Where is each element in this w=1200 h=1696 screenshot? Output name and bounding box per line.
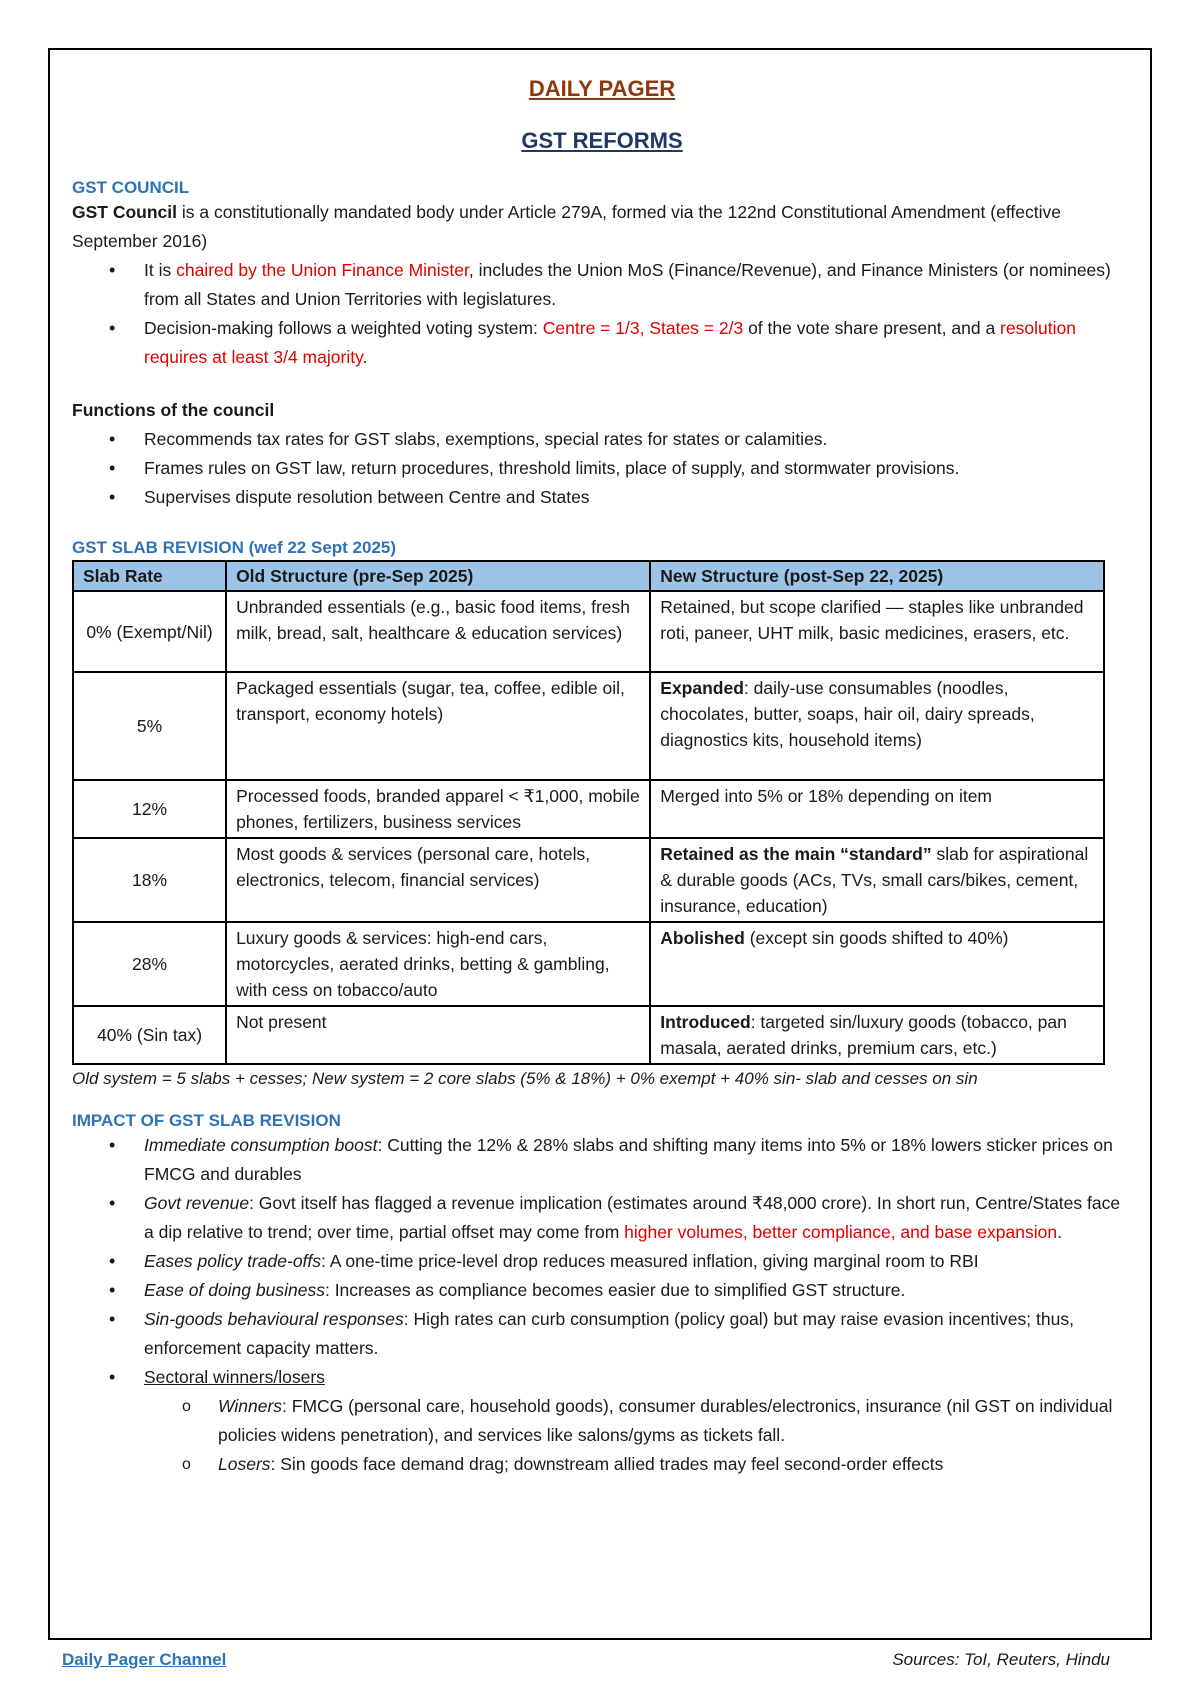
council-bullet-chair (144, 256, 1132, 314)
document-body (72, 72, 1132, 1479)
council-bullet-voting-mid: of the vote share present, and a (743, 318, 1001, 338)
new-structure-bold: Retained as the main “standard” (660, 844, 932, 864)
new-structure-text: : targeted sin/luxury goods (tobacco, pan masala, aerated drinks, premium cars, etc.) (660, 1012, 1067, 1058)
council-bullet-voting-highlight-share: Centre = 1/3, States = 2/3 (542, 318, 744, 338)
table-row (73, 672, 1104, 780)
slab-rate-cell: 28% (73, 922, 226, 1006)
impact-text: : Cutting the 12% & 28% slabs and shifting many items into 5% or 18% lowers sticker prices on FMCG and durables (144, 1135, 1113, 1184)
slab-rate-cell: 40% (Sin tax) (73, 1006, 226, 1064)
new-structure-text: Retained, but scope clarified — staples like unbranded roti, paneer, UHT milk, basic medicines, erasers, etc. (660, 597, 1084, 643)
new-structure-text: slab for aspirational & durable goods (ACs, TVs, small cars/bikes, cement, insurance, education) (660, 844, 1089, 916)
list-item (144, 1363, 1132, 1479)
new-structure-bold: Abolished (660, 928, 745, 948)
channel-link[interactable]: Daily Pager Channel (62, 1650, 227, 1669)
impact-text: : Govt itself has flagged a revenue implication (estimates around ₹48,000 crore). In short run, Centre/States face a dip relative to trend; over time, partial offset may come from (144, 1193, 1121, 1242)
table-row (73, 922, 1104, 1006)
slab-rate-cell: 5% (73, 672, 226, 780)
council-intro-bold: GST Council (72, 202, 177, 222)
page-title: DAILY PAGER (528, 76, 676, 101)
old-structure-cell: Luxury goods & services: high-end cars, motorcycles, aerated drinks, betting & gambling, with cess on tobacco/auto (226, 922, 650, 1006)
functions-list (72, 425, 1132, 512)
impact-label: Sin-goods behavioural responses (144, 1309, 404, 1329)
impact-text: : Increases as compliance becomes easier due to simplified GST structure. (324, 1280, 906, 1300)
list-item (144, 1305, 1132, 1363)
slab-table (72, 560, 1105, 1065)
list-item (144, 1131, 1132, 1189)
sectoral-sublist (144, 1392, 1132, 1479)
council-intro-rest: is a constitutionally mandated body under Article 279A, formed via the 122nd Constitutional Amendment (effective September 2016) (72, 202, 1061, 251)
table-row (73, 838, 1104, 922)
council-bullet-voting-post: . (362, 347, 368, 367)
list-item: • Frames rules on GST law, return procedures, threshold limits, place of supply, and stormwater provisions. (144, 454, 1132, 483)
impact-text-end: . (1057, 1222, 1062, 1242)
impact-label: Ease of doing business (144, 1280, 325, 1300)
winners-text: : FMCG (personal care, household goods), consumer durables/electronics, insurance (nil GST on individual policies widens penetration), and services like salons/gyms as tickets fall. (218, 1396, 1113, 1445)
impact-label: Govt revenue (144, 1193, 250, 1213)
new-structure-text: (except sin goods shifted to 40%) (744, 928, 1009, 948)
slab-rate-cell: 12% (73, 780, 226, 838)
losers-label: Losers (218, 1454, 271, 1474)
council-heading: GST COUNCIL (72, 178, 190, 197)
list-item: • Supervises dispute resolution between Centre and States (144, 483, 1132, 512)
new-structure-cell (650, 780, 1104, 838)
council-bullet-voting-highlight-majority: resolution requires at least 3/4 majority (144, 318, 1076, 367)
old-structure-cell: Unbranded essentials (e.g., basic food items, fresh milk, bread, salt, healthcare & education services) (226, 591, 650, 672)
slab-heading: GST SLAB REVISION (wef 22 Sept 2025) (72, 538, 397, 557)
impact-text: : A one-time price-level drop reduces measured inflation, giving marginal room to RBI (321, 1251, 979, 1271)
sub-list-item (218, 1450, 1132, 1479)
table-row (73, 1006, 1104, 1064)
new-structure-text: : daily-use consumables (noodles, chocolates, butter, soaps, hair oil, dairy spreads, diagnostics kits, household items) (660, 678, 1035, 750)
new-structure-bold: Expanded (660, 678, 744, 698)
council-bullet-voting (144, 314, 1132, 372)
list-item (144, 1276, 1132, 1305)
council-bullet-chair-highlight: chaired by the Union Finance Minister (176, 260, 469, 280)
new-structure-cell (650, 1006, 1104, 1064)
table-row (73, 591, 1104, 672)
slab-rate-cell: 0% (Exempt/Nil) (73, 591, 226, 672)
council-bullet-chair-pre: It is (144, 260, 177, 280)
council-bullet-voting-pre: Decision-making follows a weighted voting system: (144, 318, 543, 338)
old-structure-cell: Not present (226, 1006, 650, 1064)
old-structure-cell: Processed foods, branded apparel < ₹1,000, mobile phones, fertilizers, business services (226, 780, 650, 838)
new-structure-bold: Introduced (660, 1012, 751, 1032)
new-structure-text: Merged into 5% or 18% depending on item (660, 786, 993, 806)
column-header: Slab Rate (73, 561, 226, 591)
impact-highlight: higher volumes, better compliance, and base expansion (624, 1222, 1058, 1242)
impact-text: : High rates can curb consumption (policy goal) but may raise evasion incentives; thus, enforcement capacity matters. (144, 1309, 1074, 1358)
slab-rate-cell: 18% (73, 838, 226, 922)
council-bullet-chair-post: , includes the Union MoS (Finance/Revenue), and Finance Ministers (or nominees) from all States and Union Territories with legislatures. (144, 260, 1111, 309)
column-header: Old Structure (pre-Sep 2025) (226, 561, 650, 591)
council-intro (72, 198, 1132, 256)
sub-list-item (218, 1392, 1132, 1450)
slab-note: Old system = 5 slabs + cesses; New system = 2 core slabs (5% & 18%) + 0% exempt + 40% sin- slab and cesses on sin (72, 1069, 978, 1088)
functions-heading: Functions of the council (72, 400, 275, 420)
sectoral-label: Sectoral winners/losers (144, 1367, 325, 1387)
page-subtitle: GST REFORMS (521, 128, 683, 153)
list-item (144, 1189, 1132, 1247)
impact-label: Eases policy trade-offs (144, 1251, 322, 1271)
impact-heading: IMPACT OF GST SLAB REVISION (72, 1111, 341, 1130)
old-structure-cell: Most goods & services (personal care, hotels, electronics, telecom, financial services) (226, 838, 650, 922)
sources-note: Sources: ToI, Reuters, Hindu (892, 1650, 1110, 1669)
losers-text: : Sin goods face demand drag; downstream allied trades may feel second-order effects (270, 1454, 944, 1474)
table-header-row (73, 561, 1104, 591)
new-structure-cell (650, 672, 1104, 780)
impact-list (72, 1131, 1132, 1479)
column-header: New Structure (post-Sep 22, 2025) (650, 561, 1104, 591)
new-structure-cell (650, 591, 1104, 672)
table-row (73, 780, 1104, 838)
impact-label: Immediate consumption boost (144, 1135, 378, 1155)
list-item: • Recommends tax rates for GST slabs, exemptions, special rates for states or calamities. (144, 425, 1132, 454)
winners-label: Winners (218, 1396, 283, 1416)
council-bullets (72, 256, 1132, 372)
list-item (144, 1247, 1132, 1276)
new-structure-cell (650, 838, 1104, 922)
new-structure-cell (650, 922, 1104, 1006)
old-structure-cell: Packaged essentials (sugar, tea, coffee, edible oil, transport, economy hotels) (226, 672, 650, 780)
